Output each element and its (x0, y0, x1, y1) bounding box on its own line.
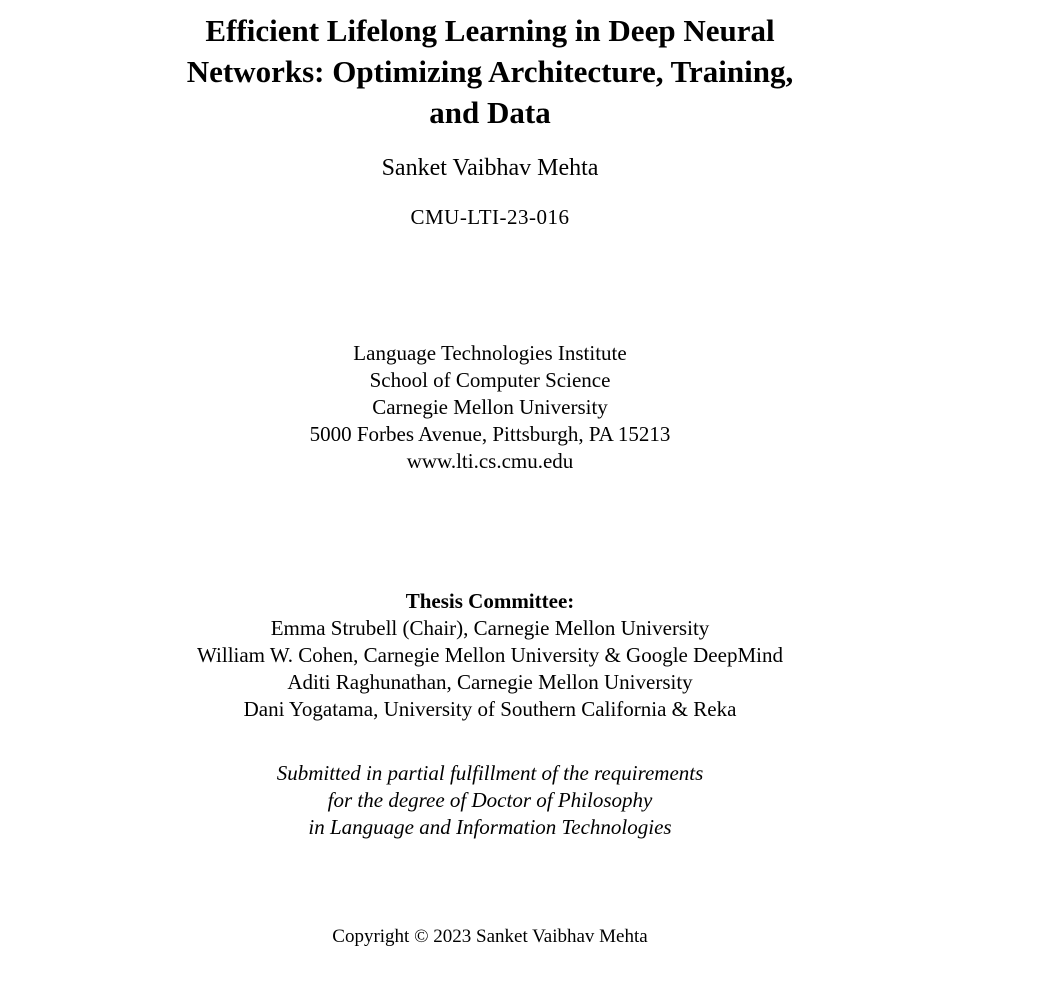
submission-line: in Language and Information Technologies (308, 815, 672, 839)
thesis-title-line: Efficient Lifelong Learning in Deep Neural (205, 13, 775, 48)
report-id: CMU-LTI-23-016 (410, 205, 570, 229)
submission-statement (0, 760, 980, 841)
address-institute: Language Technologies Institute (353, 341, 627, 365)
committee-member: William W. Cohen, Carnegie Mellon University & Google DeepMind (197, 643, 783, 667)
thesis-title-line: Networks: Optimizing Architecture, Training, (186, 54, 794, 89)
submission-line: for the degree of Doctor of Philosophy (327, 788, 653, 812)
address-website: www.lti.cs.cmu.edu (406, 449, 574, 473)
institution-address (0, 340, 980, 475)
address-street: 5000 Forbes Avenue, Pittsburgh, PA 15213 (309, 422, 671, 446)
committee-heading: Thesis Committee: (405, 589, 575, 613)
copyright-notice: Copyright © 2023 Sanket Vaibhav Mehta (332, 926, 648, 947)
thesis-committee (0, 588, 980, 723)
committee-member: Emma Strubell (Chair), Carnegie Mellon University (270, 616, 710, 640)
committee-member: Aditi Raghunathan, Carnegie Mellon University (287, 670, 693, 694)
author-name: Sanket Vaibhav Mehta (381, 155, 599, 181)
committee-member: Dani Yogatama, University of Southern California & Reka (243, 697, 737, 721)
submission-line: Submitted in partial fulfillment of the requirements (276, 761, 704, 785)
thesis-title (0, 10, 980, 133)
address-school: School of Computer Science (369, 368, 611, 392)
address-university: Carnegie Mellon University (372, 395, 608, 419)
thesis-title-line: and Data (429, 95, 551, 130)
